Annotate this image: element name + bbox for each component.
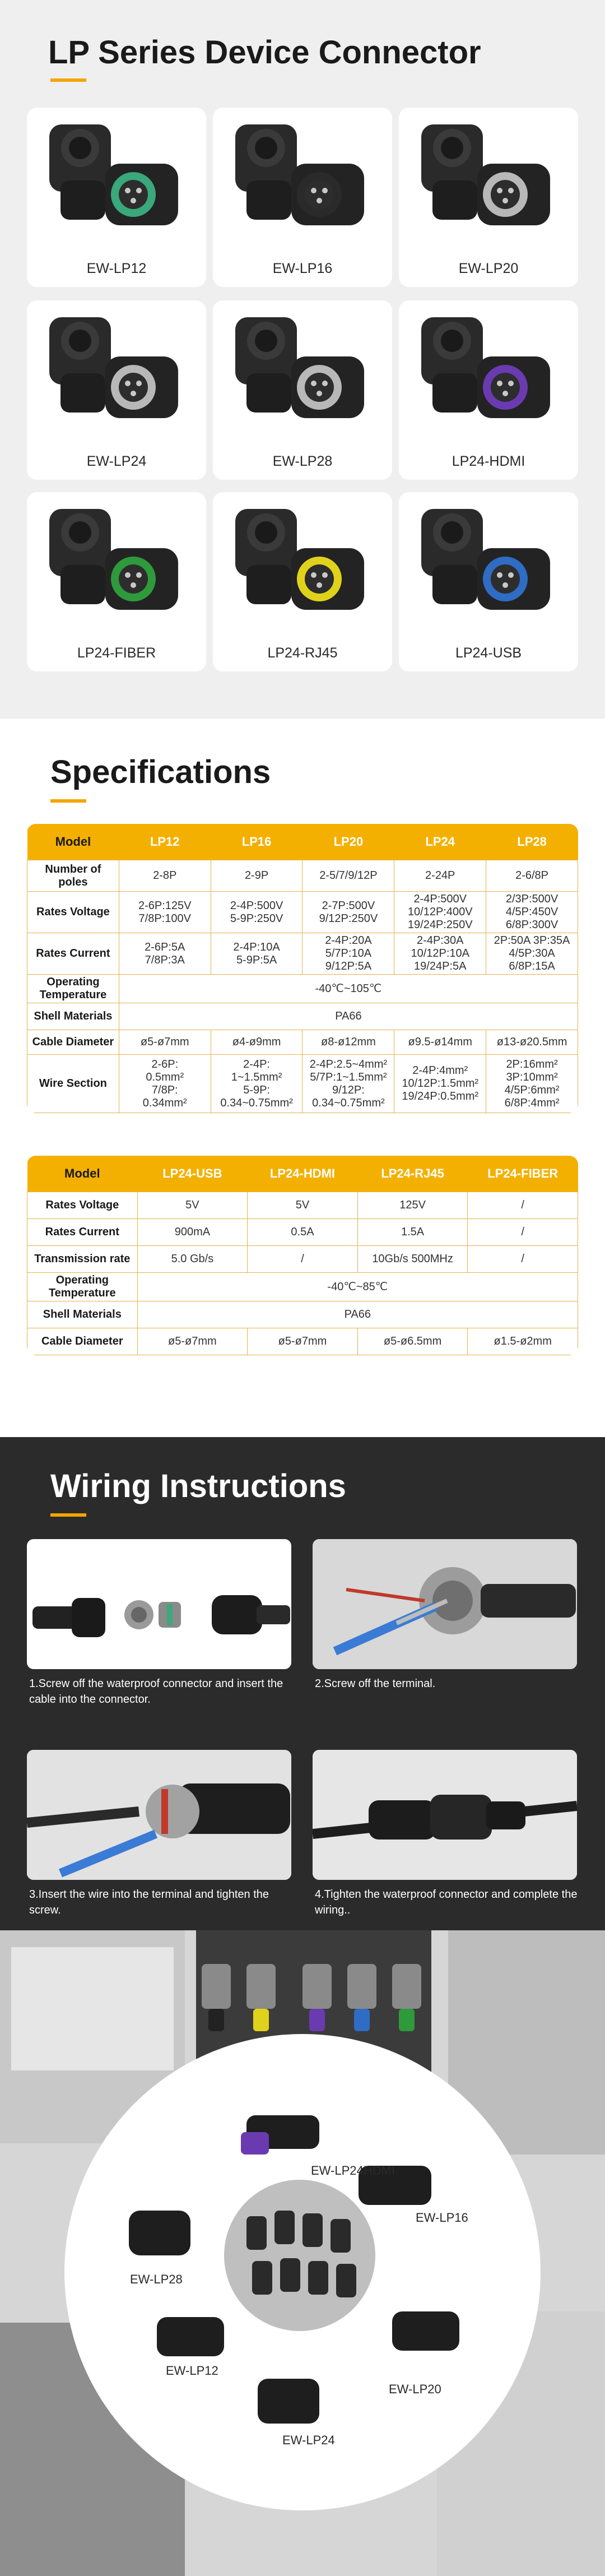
spec-cell: 2-6P:5A 7/8P:3A: [119, 933, 211, 975]
spec-row: [27, 1273, 578, 1301]
model-column-header: LP24-HDMI: [248, 1156, 358, 1192]
spec-row: [27, 892, 578, 933]
spec-cell: PA66: [119, 1003, 578, 1030]
product-card: [213, 108, 392, 287]
model-column-header: LP24-RJ45: [357, 1156, 468, 1192]
spec-cell: 2-4P:4mm² 10/12P:1.5mm² 19/24P:0.5mm²: [394, 1055, 486, 1113]
spec-row: [27, 860, 578, 892]
product-card: [399, 300, 578, 480]
spec-table-2-wrap: [27, 1156, 578, 1355]
spec-row: [27, 1328, 578, 1355]
spec-cell: 2-7P:500V 9/12P:250V: [302, 892, 394, 933]
spec-cell: 900mA: [137, 1219, 248, 1246]
spec-cell: 2-4P:2.5~4mm² 5/7P:1~1.5mm² 9/12P: 0.34~0.75mm²: [302, 1055, 394, 1113]
tighten-connector-illustration: [313, 1750, 577, 1880]
spec-cell: 2/3P:500V 4/5P:450V 6/8P:300V: [486, 892, 578, 933]
product-image: [38, 306, 195, 435]
wiring-photo-2: [313, 1539, 577, 1669]
spec-cell: 2-4P:500V 10/12P:400V 19/24P:250V: [394, 892, 486, 933]
spec-row: [27, 1003, 578, 1030]
wiring-section: [0, 1437, 605, 1930]
spec-cell: 10Gb/s 500MHz: [357, 1246, 468, 1273]
wiring-photo-4: [313, 1750, 577, 1880]
spec-row-label: Cable Diameter: [27, 1030, 119, 1055]
spec-row: [27, 1055, 578, 1113]
product-card: [399, 108, 578, 287]
product-image: [410, 498, 567, 627]
product-name: EW-LP28: [272, 453, 333, 469]
wiring-step-2: 2.Screw off the terminal.: [315, 1678, 436, 1690]
model-header: Model: [27, 1156, 138, 1192]
spec-row-label: Rates Voltage: [27, 1192, 138, 1219]
model-column-header: LP20: [302, 824, 394, 860]
spec-row-label: Rates Voltage: [27, 892, 119, 933]
spec-cell: 2-6/8P: [486, 860, 578, 892]
model-column-header: LP24-USB: [137, 1156, 248, 1192]
spec-row-label: Cable Diameter: [27, 1328, 138, 1355]
spec-cell: 2-4P:500V 5-9P:250V: [211, 892, 302, 933]
product-image: [224, 498, 381, 627]
showcase-label-lp28: EW-LP28: [130, 2272, 183, 2286]
spec-cell: 2-4P:10A 5-9P:5A: [211, 933, 302, 975]
spec-header-row: [27, 1156, 578, 1192]
spec-table-1-wrap: [27, 824, 578, 1113]
wiring-step-4: 4.Tighten the waterproof connector and complete the wiring..: [315, 1888, 578, 1916]
showcase-label-lp24: EW-LP24: [282, 2433, 335, 2447]
spec-cell: 2-4P:20A 5/7P:10A 9/12P:5A: [302, 933, 394, 975]
spec-cell: 125V: [357, 1192, 468, 1219]
spec-cell: /: [248, 1246, 358, 1273]
spec-cell: ø5-ø6.5mm: [357, 1328, 468, 1355]
product-section: [0, 0, 605, 719]
title-underline: [50, 78, 86, 82]
product-name: LP24-USB: [455, 645, 522, 661]
product-card: [399, 492, 578, 671]
product-name: EW-LP24: [86, 453, 147, 469]
spec-cell: 5V: [137, 1192, 248, 1219]
spec-cell: 1.5A: [357, 1219, 468, 1246]
spec-cell: 5.0 Gb/s: [137, 1246, 248, 1273]
model-column-header: LP24-FIBER: [468, 1156, 578, 1192]
spec-cell: 2-5/7/9/12P: [302, 860, 394, 892]
spec-cell: -40℃~105℃: [119, 975, 578, 1003]
unscrew-connector-illustration: [27, 1539, 291, 1669]
product-image: [410, 306, 567, 435]
spec-cell: 2-4P: 1~1.5mm² 5-9P: 0.34~0.75mm²: [211, 1055, 302, 1113]
model-header: Model: [27, 824, 119, 860]
spec-cell: 0.5A: [248, 1219, 358, 1246]
spec-row-label: Shell Materials: [27, 1003, 119, 1030]
wiring-photo-1: [27, 1539, 291, 1669]
spec-row-label: Wire Section: [27, 1055, 119, 1113]
specifications-section: [0, 719, 605, 1437]
spec-cell: 2P:16mm² 3P:10mm² 4/5P:6mm² 6/8P:4mm²: [486, 1055, 578, 1113]
spec-cell: ø5-ø7mm: [119, 1030, 211, 1055]
wiring-step-1: 1.Screw off the waterproof connector and insert the cable into the connector.: [29, 1678, 283, 1706]
spec-cell: 5V: [248, 1192, 358, 1219]
spec-row: [27, 975, 578, 1003]
screw-off-terminal-illustration: [313, 1539, 577, 1669]
spec-cell: 2-9P: [211, 860, 302, 892]
wiring-photo-3: [27, 1750, 291, 1880]
showcase-label-lp24hdmi: EW-LP24HDMI: [311, 2163, 395, 2177]
product-image: [224, 113, 381, 242]
product-name: EW-LP20: [458, 261, 519, 276]
showcase-label-lp12: EW-LP12: [166, 2364, 218, 2378]
showcase-section: [0, 1930, 605, 2576]
spec-cell: ø5-ø7mm: [137, 1328, 248, 1355]
product-image: [410, 113, 567, 242]
spec-row: [27, 1246, 578, 1273]
spec-cell: ø5-ø7mm: [248, 1328, 358, 1355]
spec-cell: 2-6P: 0.5mm² 7/8P: 0.34mm²: [119, 1055, 211, 1113]
spec-row-label: Operating Temperature: [27, 1273, 138, 1301]
spec-cell: PA66: [137, 1301, 578, 1328]
spec-row-label: Rates Current: [27, 1219, 138, 1246]
spec-cell: 2-6P:125V 7/8P:100V: [119, 892, 211, 933]
wiring-underline: [50, 1513, 86, 1517]
model-column-header: LP24: [394, 824, 486, 860]
spec-cell: ø8-ø12mm: [302, 1030, 394, 1055]
spec-row: [27, 1219, 578, 1246]
product-name: LP24-FIBER: [77, 645, 156, 661]
product-card: [213, 300, 392, 480]
model-column-header: LP16: [211, 824, 302, 860]
spec-cell: ø1.5-ø2mm: [468, 1328, 578, 1355]
specifications-title: Specifications: [50, 754, 271, 790]
spec-cell: 2P:50A 3P:35A 4/5P:30A 6/8P:15A: [486, 933, 578, 975]
spec-cell: ø9.5-ø14mm: [394, 1030, 486, 1055]
spec-table-2: [27, 1156, 578, 1355]
model-column-header: LP12: [119, 824, 211, 860]
product-image: [224, 306, 381, 435]
specifications-underline: [50, 799, 86, 803]
spec-row-label: Operating Temperature: [27, 975, 119, 1003]
product-image: [38, 113, 195, 242]
spec-row-label: Number of poles: [27, 860, 119, 892]
spec-row-label: Rates Current: [27, 933, 119, 975]
product-card: [27, 300, 206, 480]
spec-cell: -40℃~85℃: [137, 1273, 578, 1301]
product-name: LP24-HDMI: [452, 453, 525, 469]
product-image: [38, 498, 195, 627]
product-card: [213, 492, 392, 671]
spec-cell: 2-4P:30A 10/12P:10A 19/24P:5A: [394, 933, 486, 975]
spec-row: [27, 1192, 578, 1219]
spec-cell: /: [468, 1219, 578, 1246]
spec-row: [27, 1030, 578, 1055]
spec-row: [27, 1301, 578, 1328]
product-name: EW-LP12: [86, 261, 147, 276]
application-collage: [0, 1930, 605, 2576]
wiring-step-3: 3.Insert the wire into the terminal and tighten the screw.: [29, 1888, 269, 1916]
spec-cell: ø13-ø20.5mm: [486, 1030, 578, 1055]
page-title: LP Series Device Connector: [48, 34, 481, 71]
spec-cell: 2-8P: [119, 860, 211, 892]
insert-wire-illustration: [27, 1750, 291, 1880]
spec-cell: /: [468, 1246, 578, 1273]
spec-cell: /: [468, 1192, 578, 1219]
wiring-title: Wiring Instructions: [50, 1468, 346, 1504]
spec-table-1: [27, 824, 578, 1113]
spec-cell: 2-24P: [394, 860, 486, 892]
showcase-label-lp16: EW-LP16: [416, 2211, 468, 2225]
model-column-header: LP28: [486, 824, 578, 860]
showcase-label-lp20: EW-LP20: [389, 2382, 441, 2396]
product-name: EW-LP16: [272, 261, 333, 276]
spec-cell: ø4-ø9mm: [211, 1030, 302, 1055]
product-name: LP24-RJ45: [267, 645, 338, 661]
product-card: [27, 492, 206, 671]
spec-row-label: Shell Materials: [27, 1301, 138, 1328]
spec-row-label: Transmission rate: [27, 1246, 138, 1273]
product-card: [27, 108, 206, 287]
spec-header-row: [27, 824, 578, 860]
spec-row: [27, 933, 578, 975]
